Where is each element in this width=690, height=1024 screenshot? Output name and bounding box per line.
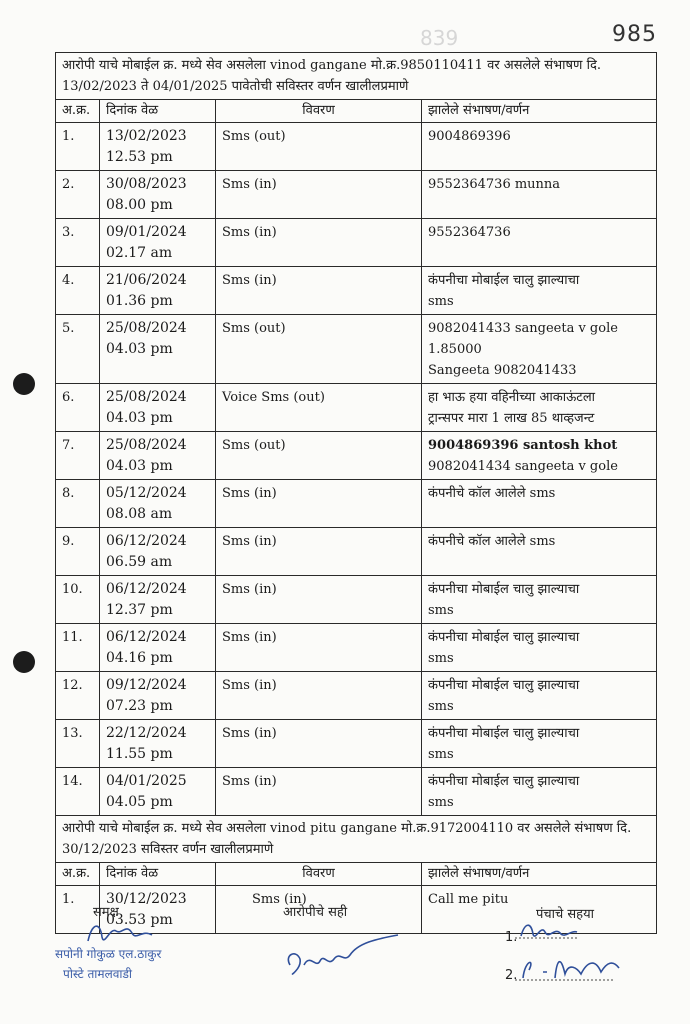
type-cell: Sms (in) — [216, 267, 422, 315]
type-cell: Sms (out) — [216, 123, 422, 171]
serial-cell: 6. — [56, 384, 100, 432]
description-line: sms — [428, 603, 454, 618]
column-header: विवरण — [216, 863, 422, 886]
type-cell: Sms (in) — [216, 672, 422, 720]
panch-1-number: 1. — [505, 930, 518, 945]
table-row — [56, 480, 657, 528]
description-line: कंपनीचा मोबाईल चालु झाल्याचा — [428, 774, 580, 789]
description-line: कंपनीचा मोबाईल चालु झाल्याचा — [428, 273, 580, 288]
description-cell — [422, 123, 657, 171]
description-cell — [422, 576, 657, 624]
serial-cell: 3. — [56, 219, 100, 267]
table-row — [56, 123, 657, 171]
description-cell — [422, 672, 657, 720]
time-text: 04.03 pm — [106, 410, 173, 426]
datetime-cell — [100, 432, 216, 480]
call-record-table-1 — [55, 52, 657, 934]
section-1-header: आरोपी याचे मोबाईल क्र. मध्ये सेव असलेला vinod gangane मो.क्र.9850110411 वर असलेले संभाषण दि. 13/02/2023 ते 04/01/2025 पावेतोची सविस्तर वर्णन खालीलप्रमाणे — [56, 53, 657, 100]
datetime-cell — [100, 576, 216, 624]
type-cell: Sms (in) — [216, 219, 422, 267]
description-line: ट्रान्सपर मारा 1 लाख 85 थाव्हजन्ट — [428, 411, 595, 426]
serial-cell: 14. — [56, 768, 100, 816]
description-line: 9082041434 sangeeta v gole — [428, 459, 618, 474]
serial-cell: 4. — [56, 267, 100, 315]
description-line: sms — [428, 699, 454, 714]
description-line: sms — [428, 651, 454, 666]
datetime-cell — [100, 384, 216, 432]
table-row — [56, 219, 657, 267]
description-line: कंपनीचा मोबाईल चालु झाल्याचा — [428, 582, 580, 597]
table-row — [56, 672, 657, 720]
serial-cell: 10. — [56, 576, 100, 624]
punch-hole-icon — [13, 651, 35, 673]
description-cell — [422, 267, 657, 315]
datetime-cell — [100, 267, 216, 315]
date-text: 06/12/2024 — [106, 581, 187, 597]
time-text: 04.03 pm — [106, 458, 173, 474]
date-text: 06/12/2024 — [106, 629, 187, 645]
faint-page-number: 839 — [420, 26, 459, 50]
panch-1-signature — [515, 916, 585, 948]
table-row — [56, 384, 657, 432]
type-cell: Sms (in) — [216, 480, 422, 528]
date-text: 25/08/2024 — [106, 437, 187, 453]
table-row — [56, 624, 657, 672]
description-cell — [422, 432, 657, 480]
date-text: 21/06/2024 — [106, 272, 187, 288]
date-text: 22/12/2024 — [106, 725, 187, 741]
punch-hole-icon — [13, 373, 35, 395]
officer-stamp-station: पोस्टे तामलवाडी — [63, 967, 133, 981]
time-text: 01.36 pm — [106, 293, 173, 309]
serial-cell: 12. — [56, 672, 100, 720]
description-line: कंपनीचा मोबाईल चालु झाल्याचा — [428, 630, 580, 645]
panch-label: पंचाचे सहया — [536, 907, 594, 922]
description-line: sms — [428, 747, 454, 762]
type-cell: Sms (in) — [216, 886, 422, 934]
description-line: Call me pitu — [428, 892, 509, 907]
time-text: 02.17 am — [106, 245, 173, 261]
description-line: 9004869396 — [428, 129, 511, 144]
description-line: 9552364736 munna — [428, 177, 561, 192]
panch-2-signature — [515, 948, 625, 988]
description-line: कंपनीचे कॉल आलेले sms — [428, 534, 556, 549]
description-cell — [422, 480, 657, 528]
column-header: दिनांक वेळ — [100, 863, 216, 886]
description-cell — [422, 315, 657, 384]
table-row — [56, 432, 657, 480]
description-cell — [422, 219, 657, 267]
table-row — [56, 768, 657, 816]
time-text: 04.05 pm — [106, 794, 173, 810]
table-header-row — [56, 863, 657, 886]
time-text: 03.53 pm — [106, 912, 173, 928]
date-text: 30/08/2023 — [106, 176, 187, 192]
section-2-header: आरोपी याचे मोबाईल क्र. मध्ये सेव असलेला vinod pitu gangane मो.क्र.9172004110 वर असलेले संभाषण दि. 30/12/2023 सविस्तर वर्णन खालीलप्रमाणे — [56, 816, 657, 863]
table-header-row — [56, 100, 657, 123]
date-text: 13/02/2023 — [106, 128, 187, 144]
description-line: sms — [428, 795, 454, 810]
datetime-cell — [100, 528, 216, 576]
date-text: 25/08/2024 — [106, 320, 187, 336]
panch-2-number: 2. — [505, 968, 518, 983]
type-cell: Sms (out) — [216, 315, 422, 384]
description-line: 1.85000 — [428, 342, 482, 357]
serial-cell: 11. — [56, 624, 100, 672]
column-header: दिनांक वेळ — [100, 100, 216, 123]
datetime-cell — [100, 768, 216, 816]
description-line: Sangeeta 9082041433 — [428, 363, 577, 378]
table-row — [56, 528, 657, 576]
datetime-cell — [100, 315, 216, 384]
description-cell — [422, 528, 657, 576]
column-header: झालेले संभाषण/वर्णन — [422, 863, 657, 886]
table-row — [56, 267, 657, 315]
date-text: 30/12/2023 — [106, 891, 187, 907]
date-text: 05/12/2024 — [106, 485, 187, 501]
description-line: sms — [428, 294, 454, 309]
type-cell: Sms (in) — [216, 768, 422, 816]
date-text: 04/01/2025 — [106, 773, 187, 789]
type-cell: Sms (in) — [216, 624, 422, 672]
description-line: कंपनीचा मोबाईल चालु झाल्याचा — [428, 678, 580, 693]
serial-cell: 5. — [56, 315, 100, 384]
datetime-cell — [100, 219, 216, 267]
description-cell — [422, 384, 657, 432]
serial-cell: 7. — [56, 432, 100, 480]
serial-cell: 9. — [56, 528, 100, 576]
description-line: कंपनीचा मोबाईल चालु झाल्याचा — [428, 726, 580, 741]
officer-stamp-name: सपोनी गोकुळ एल.ठाकुर — [55, 947, 162, 961]
time-text: 12.53 pm — [106, 149, 173, 165]
table-row — [56, 720, 657, 768]
description-line: हा भाऊ हया वहिनीच्या आकाऊंटला — [428, 390, 596, 405]
date-text: 09/12/2024 — [106, 677, 187, 693]
description-cell — [422, 720, 657, 768]
description-cell — [422, 171, 657, 219]
description-cell — [422, 624, 657, 672]
datetime-cell — [100, 624, 216, 672]
time-text: 08.00 pm — [106, 197, 173, 213]
description-line: कंपनीचे कॉल आलेले sms — [428, 486, 556, 501]
type-cell: Sms (out) — [216, 432, 422, 480]
column-header: झालेले संभाषण/वर्णन — [422, 100, 657, 123]
date-text: 09/01/2024 — [106, 224, 187, 240]
witness-label: समक्ष — [93, 905, 119, 920]
type-cell: Sms (in) — [216, 720, 422, 768]
type-cell: Voice Sms (out) — [216, 384, 422, 432]
datetime-cell — [100, 720, 216, 768]
column-header: अ.क्र. — [56, 863, 100, 886]
serial-cell: 1. — [56, 886, 100, 934]
time-text: 07.23 pm — [106, 698, 173, 714]
description-bold-line: 9004869396 santosh khot — [428, 438, 618, 453]
time-text: 06.59 am — [106, 554, 173, 570]
time-text: 12.37 pm — [106, 602, 173, 618]
datetime-cell — [100, 672, 216, 720]
date-text: 25/08/2024 — [106, 389, 187, 405]
time-text: 04.03 pm — [106, 341, 173, 357]
table-row — [56, 171, 657, 219]
time-text: 11.55 pm — [106, 746, 173, 762]
column-header: विवरण — [216, 100, 422, 123]
accused-sign-label: आरोपीचे सही — [283, 905, 348, 920]
description-line: 9552364736 — [428, 225, 511, 240]
date-text: 06/12/2024 — [106, 533, 187, 549]
time-text: 04.16 pm — [106, 650, 173, 666]
type-cell: Sms (in) — [216, 576, 422, 624]
type-cell: Sms (in) — [216, 171, 422, 219]
serial-cell: 1. — [56, 123, 100, 171]
description-cell — [422, 768, 657, 816]
accused-signature — [280, 925, 410, 985]
serial-cell: 8. — [56, 480, 100, 528]
table-row — [56, 576, 657, 624]
datetime-cell — [100, 480, 216, 528]
datetime-cell — [100, 171, 216, 219]
description-line: 9082041433 sangeeta v gole — [428, 321, 618, 336]
datetime-cell — [100, 123, 216, 171]
serial-cell: 13. — [56, 720, 100, 768]
type-cell: Sms (in) — [216, 528, 422, 576]
page-number: 985 — [612, 22, 657, 47]
time-text: 08.08 am — [106, 506, 173, 522]
section-2-header-row — [56, 816, 657, 863]
column-header: अ.क्र. — [56, 100, 100, 123]
table-row — [56, 315, 657, 384]
serial-cell: 2. — [56, 171, 100, 219]
